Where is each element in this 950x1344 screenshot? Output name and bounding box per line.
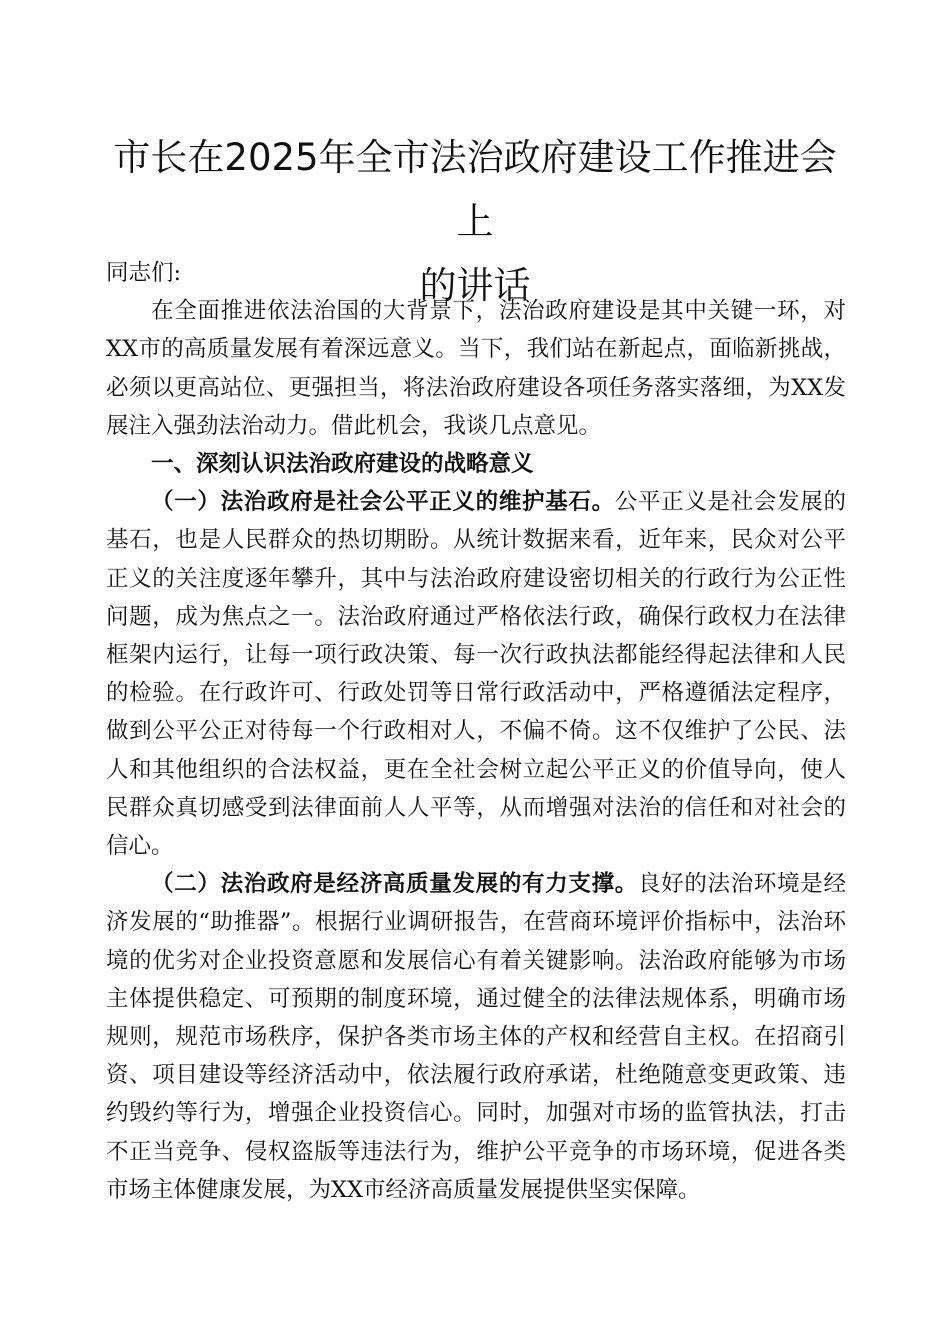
subsection-paragraph — [106, 865, 846, 1209]
greeting: 同志们: — [106, 260, 182, 286]
subsection-text: 良好的法治环境是经济发展的“助推器”。根据行业调研报告，在营商环境评价指标中，法治环境的优劣对企业投资意愿和发展信心有着关键影响。法治政府能够为市场主体提供稳定、可预期的制度环境，通过健全的法律法规体系，明确市场规则，规范市场秩序，保护各类市场主体的产权和经营自主权。在招商引资、项目建设等经济活动中，依法履行政府承诺，杜绝随意变更政策、违约毁约等行为，增强企业投资信心。同时，加强对市场的监管执法，打击不正当竞争、侵权盗版等违法行为，维护公平竞争的市场环境，促进各类市场主体健康发展，为XX市经济高质量发展提供坚实保障。 — [106, 871, 846, 1203]
document-body — [106, 254, 846, 1209]
subsection-text: 公平正义是社会发展的基石，也是人民群众的热切期盼。从统计数据来看，近年来，民众对公平正义的关注度逐年攀升，其中与法治政府建设密切相关的行政行为公正性问题，成为焦点之一。法治政府通过严格依法行政，确保行政权力在法律框架内运行，让每一项行政决策、每一次行政执法都能经得起法律和人民的检验。在行政许可、行政处罚等日常行政活动中，严格遵循法定程序，做到公平公正对待每一个行政相对人，不偏不倚。这不仅维护了公民、法人和其他组织的合法权益，更在全社会树立起公平正义的价值导向，使人民群众真切感受到法律面前人人平等，从而增强对法治的信任和对社会的信心。 — [106, 489, 846, 860]
subsection-lead: （二）法治政府是经济高质量发展的有力支撑。 — [151, 871, 638, 898]
title-line-1: 市长在2025年全市法治政府建设工作推进会上 — [113, 136, 837, 243]
section-heading: 一、深刻认识法治政府建设的战略意义 — [151, 451, 534, 478]
subsection-lead: （一）法治政府是社会公平正义的维护基石。 — [151, 489, 615, 516]
title-line-2: 的讲话 — [419, 264, 531, 307]
intro-paragraph: 在全面推进依法治国的大背景下，法治政府建设是其中关键一环，对XX市的高质量发展有着深远意义。当下，我们站在新起点，面临新挑战，必须以更高站位、更强担当，将法治政府建设各项任务落实落细，为XX发展注入强劲法治动力。借此机会，我谈几点意见。 — [106, 298, 846, 439]
subsection-paragraph — [106, 483, 846, 865]
